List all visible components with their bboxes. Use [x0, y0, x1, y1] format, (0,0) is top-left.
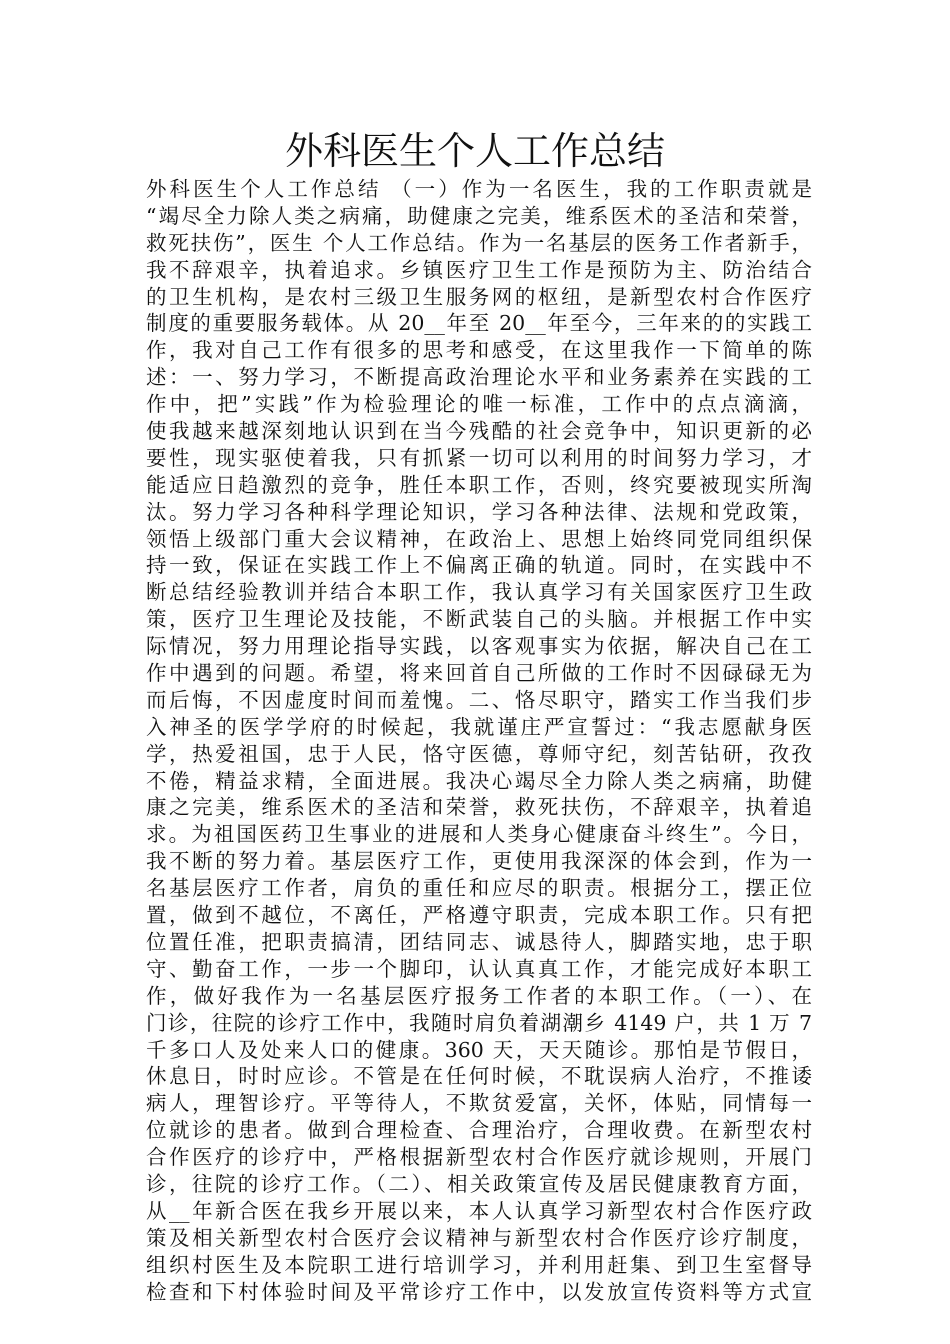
body-text-line: 门诊，往院的诊疗工作中，我随时肩负着湖潮乡 4149 户，共 1 万 7: [146, 1010, 812, 1035]
body-text-line: 而后悔，不因虚度时间而羞愧。二、恪尽职守，踏实工作当我们步: [146, 687, 812, 712]
body-text-line: 休息日，时时应诊。不管是在任何时候，不耽误病人治疗，不推诿: [146, 1064, 812, 1089]
body-text-line: 述：一、努力学习，不断提高政治理论水平和业务素养在实践的工: [146, 365, 812, 390]
body-text-line: 的卫生机构，是农村三级卫生服务网的枢纽，是新型农村合作医疗: [146, 284, 812, 309]
body-text-line: 病人，理智诊疗。平等待人，不欺贫爱富，关怀，体贴，同情每一: [146, 1091, 812, 1116]
body-text-line: 要性，现实驱使着我，只有抓紧一切可以利用的时间努力学习，才: [146, 445, 812, 470]
body-text-line: 名基层医疗工作者，肩负的重任和应尽的职责。根据分工，摆正位: [146, 876, 812, 901]
body-text-line: 作中，把”实践”作为检验理论的唯一标准，工作中的点点滴滴，: [146, 392, 812, 417]
body-text-line: 我不断的努力着。基层医疗工作，更使用我深深的体会到，作为一: [146, 849, 812, 874]
body-text-line: 合作医疗的诊疗中，严格根据新型农村合作医疗就诊规则，开展门: [146, 1145, 812, 1170]
document-body: [146, 176, 812, 1305]
body-text-line: 制度的重要服务载体。从 20__年至 20__年至今，三年来的的实践工: [146, 311, 812, 336]
body-text-line: 入神圣的医学学府的时候起，我就谨庄严宣誓过：“我志愿献身医: [146, 714, 812, 739]
body-text-line: 能适应日趋激烈的竞争，胜任本职工作，否则，终究要被现实所淘: [146, 472, 812, 497]
document-title: 外科医生个人工作总结: [284, 129, 665, 173]
body-text-line: 守、勤奋工作，一步一个脚印，认认真真工作，才能完成好本职工: [146, 956, 812, 981]
body-text-line: 作中遇到的问题。希望，将来回首自己所做的工作时不因碌碌无为: [146, 661, 812, 686]
body-text-line: 我不辞艰辛，执着追求。乡镇医疗卫生工作是预防为主、防治结合: [146, 257, 812, 282]
body-text-line: 诊，往院的诊疗工作。（二）、相关政策宣传及居民健康教育方面，: [146, 1171, 812, 1196]
body-text-line: 外科医生个人工作总结 （一）作为一名医生，我的工作职责就是: [146, 177, 812, 201]
body-text-line: 汰。努力学习各种科学理论知识，学习各种法律、法规和党政策，: [146, 499, 812, 524]
body-text-line: 救死扶伤”，医生 个人工作总结。作为一名基层的医务工作者新手，: [146, 230, 812, 255]
body-text-line: 作，做好我作为一名基层医疗报务工作者的本职工作。（一）、在: [146, 983, 812, 1008]
body-text-line: 置，做到不越位，不离任，严格遵守职责，完成本职工作。只有把: [146, 903, 812, 928]
body-text-line: 作，我对自己工作有很多的思考和感受，在这里我作一下简单的陈: [146, 338, 812, 363]
body-text-line: 位就诊的患者。做到合理检查、合理治疗，合理收费。在新型农村: [146, 1118, 812, 1143]
body-text-line: 使我越来越深刻地认识到在当今残酷的社会竞争中，知识更新的必: [146, 419, 812, 444]
body-text-line: 策及相关新型农村合医疗会议精神与新型农村合作医疗诊疗制度，: [146, 1225, 812, 1250]
body-text-line: 康之完美，维系医术的圣洁和荣誉，救死扶伤，不辞艰辛，执着追: [146, 795, 812, 820]
body-text-line: 从__年新合医在我乡开展以来，本人认真学习新型农村合作医疗政: [146, 1198, 812, 1223]
body-text-line: 组织村医生及本院职工进行培训学习，并利用赶集、到卫生室督导: [146, 1252, 812, 1277]
body-text-line: 千多口人及处来人口的健康。360 天，天天随诊。那怕是节假日，: [146, 1037, 812, 1062]
body-text-line: 求。为祖国医药卫生事业的进展和人类身心健康奋斗终生”。今日，: [146, 822, 812, 847]
body-text-line: 持一致，保证在实践工作上不偏离正确的轨道。同时，在实践中不: [146, 553, 812, 578]
body-text-line: 不倦，精益求精，全面进展。我决心竭尽全力除人类之病痛，助健: [146, 768, 812, 793]
body-text-line: 位置任准，把职责搞清，团结同志、诚恳待人，脚踏实地，忠于职: [146, 929, 812, 954]
body-text-line: 策，医疗卫生理论及技能，不断武装自己的头脑。并根据工作中实: [146, 607, 812, 632]
body-text-line: 学，热爱祖国，忠于人民，恪守医德，尊师守纪，刻苦钻研，孜孜: [146, 741, 812, 766]
body-text-line: “竭尽全力除人类之病痛，助健康之完美，维系医术的圣洁和荣誉，: [146, 203, 812, 228]
body-text-line: 际情况，努力用理论指导实践，以客观事实为依据，解决自己在工: [146, 634, 812, 659]
body-text-line: 检查和下村体验时间及平常诊疗工作中，以发放宣传资料等方式宣: [146, 1279, 812, 1304]
body-text-line: 断总结经验教训并结合本职工作，我认真学习有关国家医疗卫生政: [146, 580, 812, 605]
body-text-line: 领悟上级部门重大会议精神，在政治上、思想上始终同党同组织保: [146, 526, 812, 551]
